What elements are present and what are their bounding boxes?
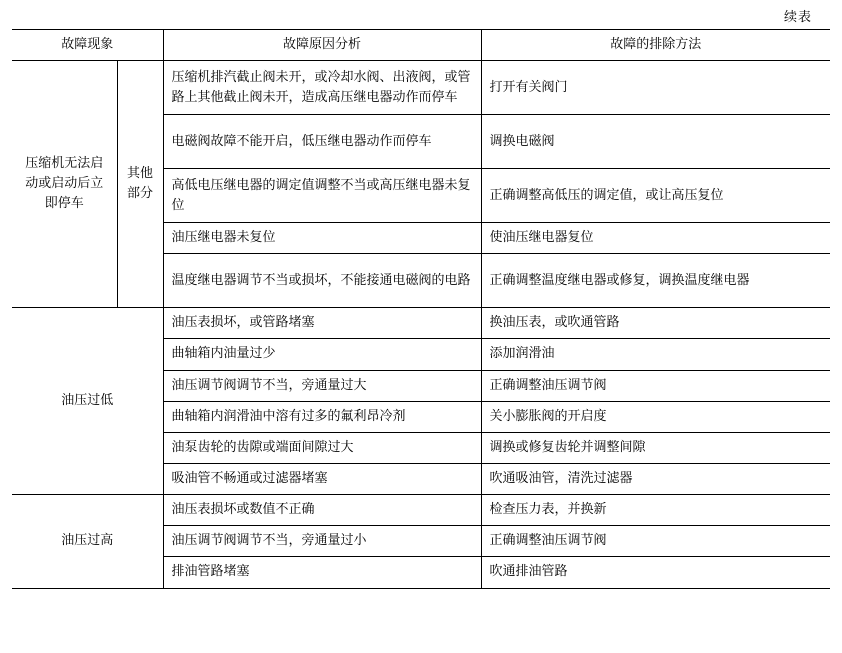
- fix-cell: 换油压表，或吹通管路: [481, 308, 830, 339]
- header-cause: 故障原因分析: [163, 30, 481, 61]
- fix-cell: 调换电磁阀: [481, 115, 830, 169]
- header-row: [12, 30, 830, 61]
- header-fix: 故障的排除方法: [481, 30, 830, 61]
- fix-cell: 正确调整油压调节阀: [481, 370, 830, 401]
- fix-cell: 吹通吸油管，清洗过滤器: [481, 463, 830, 494]
- table-row: [12, 61, 830, 115]
- cause-cell: 温度继电器调节不当或损坏，不能接通电磁阀的电路: [163, 254, 481, 308]
- symptom-cell-1: 压缩机无法启动或启动后立即停车: [12, 61, 117, 308]
- table-body: [12, 61, 830, 588]
- table-row: [12, 495, 830, 526]
- cause-cell: 油压表损坏，或管路堵塞: [163, 308, 481, 339]
- fix-cell: 关小膨胀阀的开启度: [481, 401, 830, 432]
- table-header: [12, 30, 830, 61]
- fix-cell: 打开有关阀门: [481, 61, 830, 115]
- fix-cell: 正确调整油压调节阀: [481, 526, 830, 557]
- cause-cell: 曲轴箱内润滑油中溶有过多的氟利昂冷剂: [163, 401, 481, 432]
- cause-cell: 油压表损坏或数值不正确: [163, 495, 481, 526]
- cause-cell: 高低电压继电器的调定值调整不当或高压继电器未复位: [163, 169, 481, 223]
- cause-cell: 排油管路堵塞: [163, 557, 481, 588]
- cause-cell: 油压调节阀调节不当，旁通量过小: [163, 526, 481, 557]
- cause-cell: 油压调节阀调节不当，旁通量过大: [163, 370, 481, 401]
- header-symptom: 故障现象: [12, 30, 163, 61]
- fix-cell: 正确调整温度继电器或修复，调换温度继电器: [481, 254, 830, 308]
- fix-cell: 正确调整高低压的调定值，或让高压复位: [481, 169, 830, 223]
- symptom-cell-2: 油压过低: [12, 308, 163, 495]
- fault-troubleshooting-table: [12, 29, 830, 589]
- subgroup-cell-1: 其他部分: [117, 61, 163, 308]
- symptom-cell-3: 油压过高: [12, 495, 163, 588]
- table-row: [12, 308, 830, 339]
- cause-cell: 电磁阀故障不能开启，低压继电器动作而停车: [163, 115, 481, 169]
- fix-cell: 调换或修复齿轮并调整间隙: [481, 432, 830, 463]
- cause-cell: 油泵齿轮的齿隙或端面间隙过大: [163, 432, 481, 463]
- cause-cell: 曲轴箱内油量过少: [163, 339, 481, 370]
- cause-cell: 吸油管不畅通或过滤器堵塞: [163, 463, 481, 494]
- fix-cell: 使油压继电器复位: [481, 223, 830, 254]
- cause-cell: 油压继电器未复位: [163, 223, 481, 254]
- fix-cell: 添加润滑油: [481, 339, 830, 370]
- fix-cell: 吹通排油管路: [481, 557, 830, 588]
- cause-cell: 压缩机排汽截止阀未开，或冷却水阀、出液阀，或管路上其他截止阀未开，造成高压继电器动作而停车: [163, 61, 481, 115]
- fix-cell: 检查压力表，并换新: [481, 495, 830, 526]
- continued-label: 续表: [783, 10, 812, 25]
